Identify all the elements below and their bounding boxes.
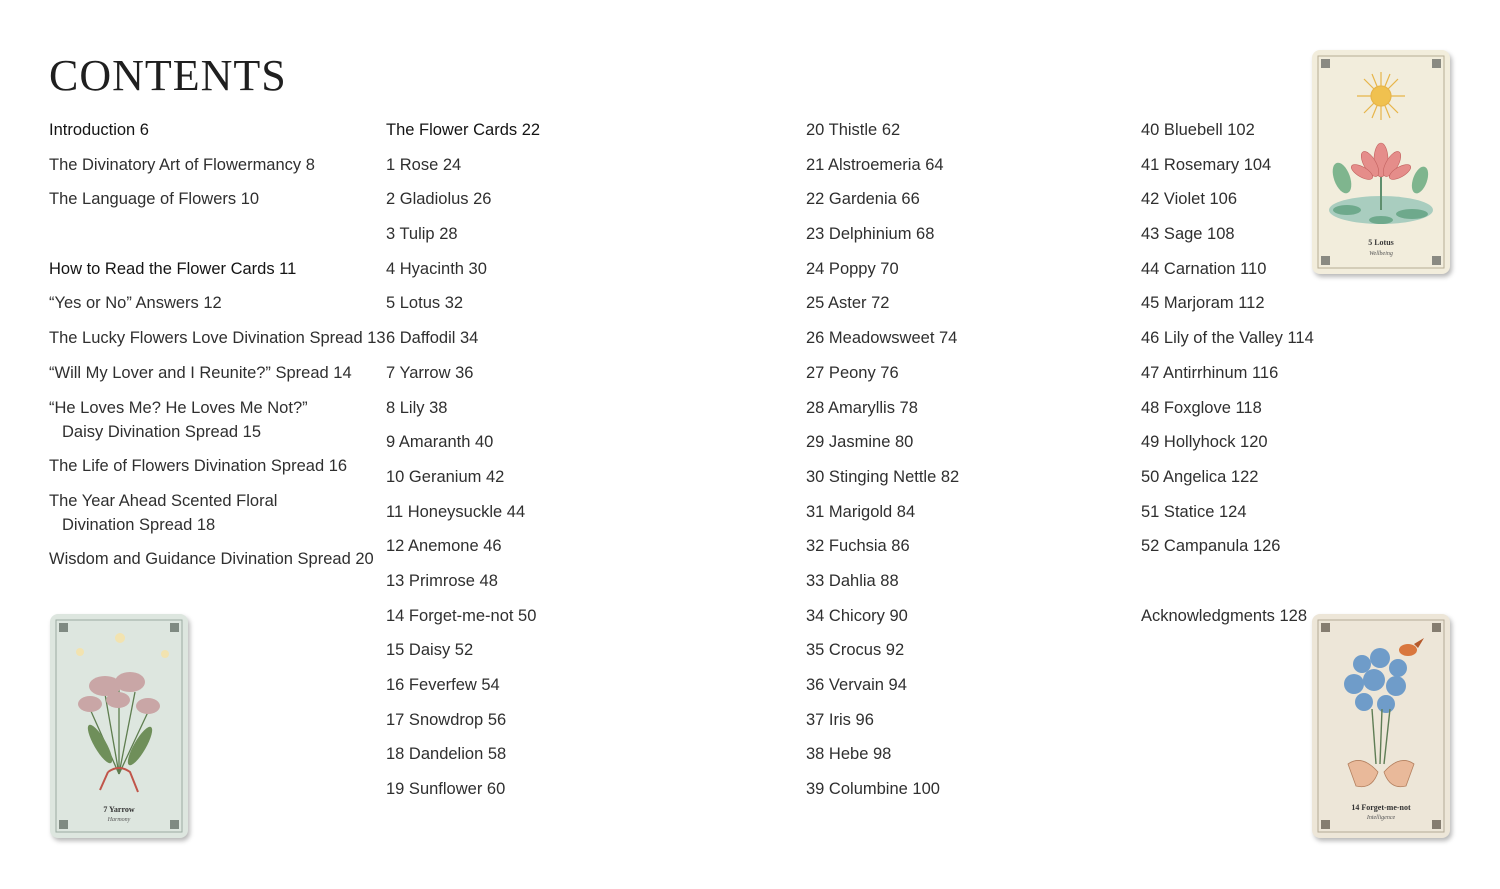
- contents-column-cards-2: [806, 118, 1106, 812]
- card-subtitle: Intelligence: [1366, 815, 1396, 821]
- toc-entry[interactable]: 6 Daffodil 34: [386, 329, 479, 348]
- lotus-flower-icon: [1349, 143, 1413, 182]
- toc-entry[interactable]: “Yes or No” Answers 12: [49, 294, 222, 313]
- toc-entry[interactable]: 30 Stinging Nettle 82: [806, 467, 960, 486]
- toc-entry[interactable]: 11 Honeysuckle 44: [386, 502, 526, 521]
- toc-entry[interactable]: 23 Delphinium 68: [806, 225, 935, 244]
- contents-column-intro: [49, 118, 386, 582]
- lotus-card-art: [1312, 50, 1450, 274]
- toc-entry[interactable]: 31 Marigold 84: [806, 502, 916, 521]
- toc-entry[interactable]: 28 Amaryllis 78: [806, 398, 918, 417]
- toc-entry[interactable]: 34 Chicory 90: [806, 606, 908, 625]
- contents-column-cards-3: [1141, 118, 1321, 638]
- toc-entry[interactable]: Acknowledgments 128: [1141, 606, 1308, 625]
- toc-entry[interactable]: 15 Daisy 52: [386, 641, 474, 660]
- spacer: [49, 222, 369, 257]
- card-subtitle: Harmony: [107, 817, 131, 823]
- toc-entry[interactable]: The Lucky Flowers Love Divination Spread 13: [49, 329, 386, 348]
- toc-entry[interactable]: 47 Antirrhinum 116: [1141, 363, 1279, 382]
- toc-entry[interactable]: 29 Jasmine 80: [806, 433, 914, 452]
- toc-entry[interactable]: The Divinatory Art of Flowermancy 8: [49, 155, 315, 174]
- toc-entry[interactable]: 19 Sunflower 60: [386, 780, 506, 799]
- toc-entry[interactable]: 42 Violet 106: [1141, 190, 1238, 209]
- lotus-card-illustration: [1312, 50, 1450, 274]
- toc-entry[interactable]: 8 Lily 38: [386, 398, 448, 417]
- toc-entry[interactable]: 21 Alstroemeria 64: [806, 155, 944, 174]
- toc-entry[interactable]: 39 Columbine 100: [806, 780, 940, 799]
- toc-entry-line: The Year Ahead Scented Floral: [49, 491, 278, 510]
- toc-entry[interactable]: 13 Primrose 48: [386, 571, 498, 590]
- toc-entry-line: Daisy Divination Spread 15: [62, 422, 262, 441]
- yarrow-flower-icon: [78, 672, 160, 714]
- toc-entry[interactable]: Wisdom and Guidance Divination Spread 20: [49, 550, 374, 569]
- toc-entry[interactable]: 45 Marjoram 112: [1141, 294, 1265, 313]
- toc-entry[interactable]: 16 Feverfew 54: [386, 676, 500, 694]
- spacer: [1141, 569, 1321, 604]
- toc-entry[interactable]: 14 Forget-me-not 50: [386, 606, 537, 625]
- toc-entry[interactable]: 22 Gardenia 66: [806, 190, 920, 209]
- toc-entry[interactable]: 9 Amaranth 40: [386, 433, 494, 452]
- hands-icon: [1348, 760, 1414, 786]
- toc-entry[interactable]: 35 Crocus 92: [806, 641, 905, 660]
- card-title: 5 Lotus: [1368, 238, 1394, 247]
- toc-entry[interactable]: 50 Angelica 122: [1141, 467, 1259, 486]
- toc-entry[interactable]: 27 Peony 76: [806, 363, 899, 382]
- toc-entry[interactable]: 2 Gladiolus 26: [386, 190, 492, 209]
- toc-entry[interactable]: “Will My Lover and I Reunite?” Spread 14: [49, 363, 352, 382]
- toc-entry[interactable]: 41 Rosemary 104: [1141, 155, 1272, 174]
- stem-icon: [1372, 709, 1390, 764]
- leaf-icon: [84, 722, 156, 768]
- yarrow-card-art: [50, 614, 188, 838]
- toc-entry[interactable]: The Language of Flowers 10: [49, 190, 260, 209]
- forget-me-not-card-art: [1312, 614, 1450, 838]
- toc-entry[interactable]: 20 Thistle 62: [806, 121, 901, 139]
- toc-entry[interactable]: 38 Hebe 98: [806, 745, 892, 764]
- toc-entry[interactable]: 18 Dandelion 58: [386, 745, 507, 764]
- toc-entry[interactable]: 26 Meadowsweet 74: [806, 329, 958, 348]
- toc-entry[interactable]: 5 Lotus 32: [386, 294, 464, 313]
- toc-entry[interactable]: 48 Foxglove 118: [1141, 398, 1262, 417]
- bird-icon: [1399, 638, 1424, 656]
- toc-entry[interactable]: 52 Campanula 126: [1141, 537, 1281, 556]
- forget-me-not-bouquet-icon: [1344, 648, 1407, 713]
- toc-entry[interactable]: How to Read the Flower Cards 11: [49, 259, 297, 278]
- toc-entry[interactable]: 1 Rose 24: [386, 155, 462, 174]
- toc-entry[interactable]: 43 Sage 108: [1141, 225, 1235, 244]
- contents-column-cards-1: [386, 118, 686, 812]
- toc-entry[interactable]: 7 Yarrow 36: [386, 363, 474, 382]
- toc-entry[interactable]: 46 Lily of the Valley 114: [1141, 329, 1314, 348]
- toc-entry[interactable]: The Flower Cards 22: [386, 121, 541, 139]
- toc-entry[interactable]: 49 Hollyhock 120: [1141, 433, 1268, 452]
- toc-entry[interactable]: [49, 489, 369, 548]
- toc-entry[interactable]: 36 Vervain 94: [806, 676, 907, 694]
- page-title: CONTENTS: [49, 51, 287, 100]
- yarrow-card-illustration: [50, 614, 188, 838]
- card-title: 14 Forget-me-not: [1351, 803, 1411, 812]
- sun-icon: [1357, 72, 1405, 120]
- toc-entry[interactable]: [49, 396, 369, 455]
- toc-entry-line: Divination Spread 18: [62, 515, 216, 534]
- toc-entry-line: “He Loves Me? He Loves Me Not?”: [49, 398, 308, 417]
- toc-entry[interactable]: 37 Iris 96: [806, 710, 874, 729]
- toc-entry[interactable]: 40 Bluebell 102: [1141, 121, 1255, 139]
- toc-entry[interactable]: 44 Carnation 110: [1141, 259, 1267, 278]
- toc-entry[interactable]: 33 Dahlia 88: [806, 571, 899, 590]
- toc-entry[interactable]: 10 Geranium 42: [386, 467, 505, 486]
- toc-entry[interactable]: Introduction 6: [49, 121, 149, 139]
- toc-entry[interactable]: 25 Aster 72: [806, 294, 890, 313]
- card-subtitle: Wellbeing: [1369, 251, 1393, 257]
- toc-entry[interactable]: The Life of Flowers Divination Spread 16: [49, 457, 348, 475]
- card-title: 7 Yarrow: [103, 805, 135, 814]
- toc-entry[interactable]: 12 Anemone 46: [386, 537, 502, 556]
- toc-entry[interactable]: 3 Tulip 28: [386, 225, 458, 244]
- toc-entry[interactable]: 4 Hyacinth 30: [386, 259, 487, 278]
- toc-entry[interactable]: 17 Snowdrop 56: [386, 710, 507, 729]
- toc-entry[interactable]: 32 Fuchsia 86: [806, 537, 910, 556]
- toc-entry[interactable]: 24 Poppy 70: [806, 259, 899, 278]
- small-flower-icon: [76, 633, 169, 658]
- toc-entry[interactable]: 51 Statice 124: [1141, 502, 1247, 521]
- forget-me-not-card-illustration: [1312, 614, 1450, 838]
